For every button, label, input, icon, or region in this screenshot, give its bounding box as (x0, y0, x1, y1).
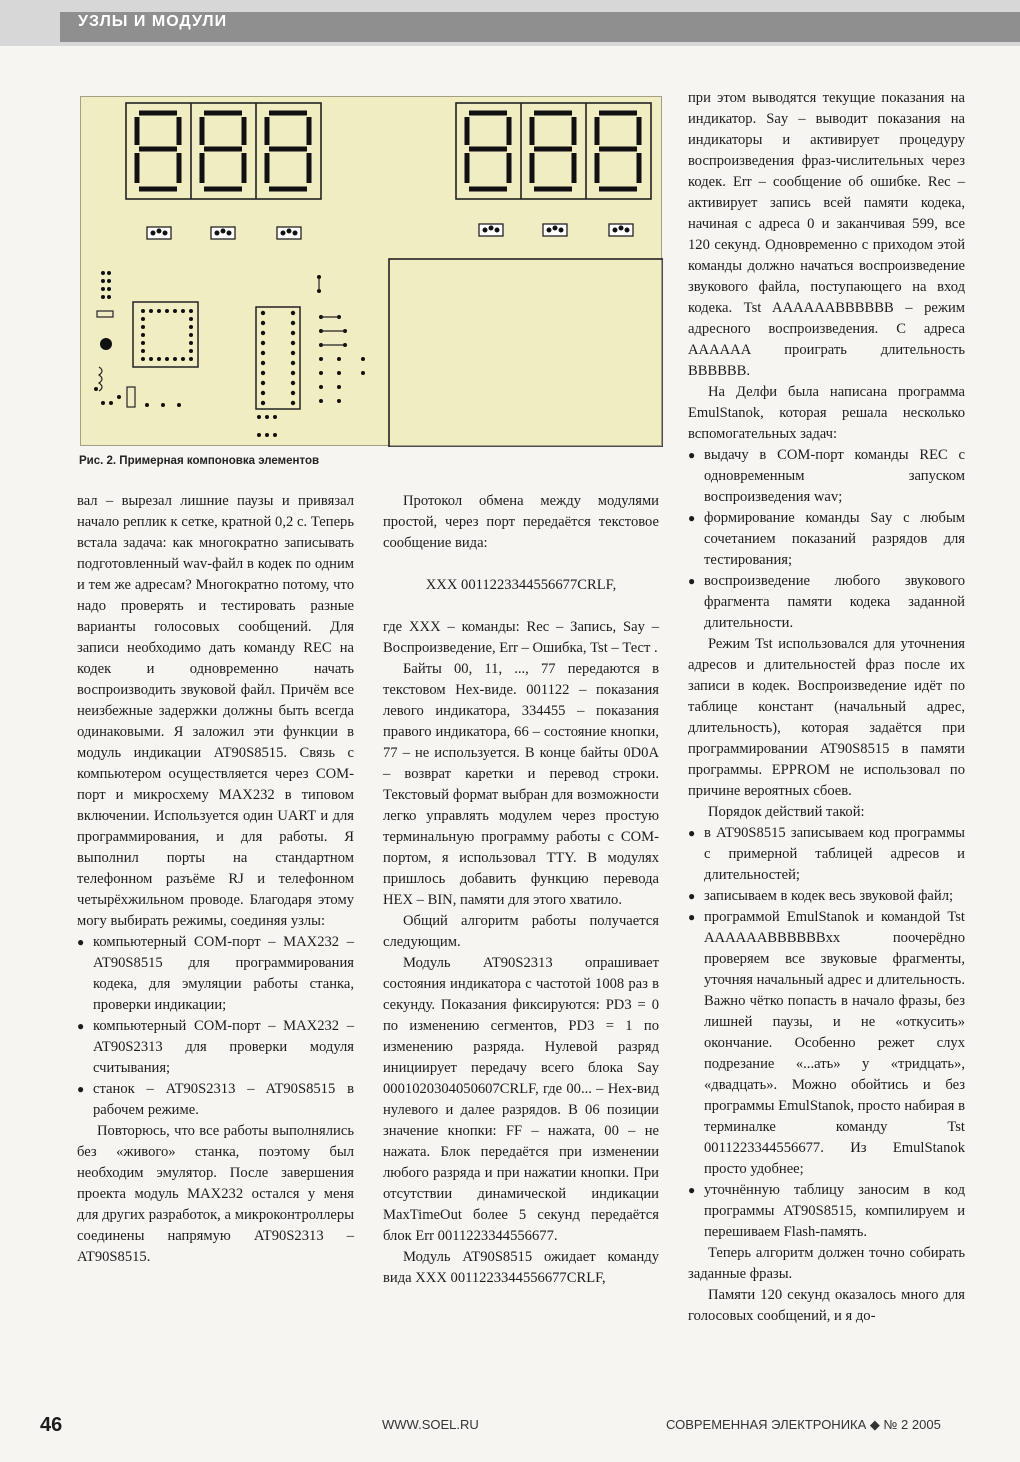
paragraph: Общий алгоритм работы получается следующим. (383, 913, 659, 950)
paragraph: Модуль AT90S2313 опрашивает состояния индикатора с частотой 1008 раз в секунду. Показания фиксируются: PD3 = 0 по изменению сегментов, PD3 = 1 по изменению разряда. Нулевой разряд инициирует передачу всего блока Say 0001020304050607CRLF, где 00... – Hex-вид нулевого и далее разрядов. В 06 позиции значение кнопки: FF – нажата, 00 – не нажата. Блок передаётся при изменении любого разряда и при нажатии кнопки. При отсутствии динамической индикации MaxTimeOut более 5 секунд передаётся блок Err 0011223344556677. (383, 955, 659, 1244)
list-item: ● уточнённую таблицу заносим в код программы AT90S8515, компилируем и перешиваем Flash-память. (688, 1180, 965, 1243)
list-item: ● станок – AT90S2313 – AT90S8515 в рабочем режиме. (77, 1079, 354, 1121)
paragraph: где XXX – команды: Rec – Запись, Say – Воспроизведение, Err – Ошибка, Tst – Тест . (383, 619, 659, 656)
column-1 (77, 491, 354, 1268)
paragraph: вал – вырезал лишние паузы и привязал начало реплик к сетке, кратной 0,2 с. Теперь встала задача: как многократно записывать подготовленный wav-файл в кодек по одним и тем же адресам? Многократно потому, что надо проверять и тестировать разные варианты голосовых сообщений. Для записи необходимо дать команду REC на кодек и одновременно начать воспроизводить звуковой файл. Причём все неизбежные задержки должны быть всегда одинаковыми. Я заложил эти функции в модуль индикации AT90S8515. Связь с компьютером осуществляется через COM-порт и микросхему MAX232 в типовом включении. Используется один UART и для программирования, и для работы. Я выполнил порты на стандартном телефонном разъёме RJ и телефонном четырёхжильном проводе. Благодаря этому могу выбирать режимы, соединяя узлы: (77, 493, 354, 929)
paragraph: Памяти 120 секунд оказалось много для голосовых сообщений, и я до- (688, 1287, 965, 1324)
paragraph: Порядок действий такой: (708, 804, 865, 820)
bullet-list (688, 823, 965, 1243)
code-line: XXX 0011223344556677CRLF, (425, 577, 617, 593)
footer-site: WWW.SOEL.RU (382, 1417, 479, 1432)
list-item: ● в AT90S8515 записываем код программы с примерной таблицей адресов и длительностей; (688, 823, 965, 886)
paragraph: Модуль AT90S8515 ожидает команду вида XXX 0011223344556677CRLF, (383, 1249, 659, 1286)
small-components (94, 271, 365, 437)
list-item: ● записываем в кодек весь звуковой файл; (688, 886, 965, 907)
column-2 (383, 491, 659, 1289)
passive-parts (97, 277, 345, 407)
pcb-layout-drawing (81, 97, 663, 447)
seven-segment-digits (137, 113, 639, 189)
paragraph: при этом выводятся текущие показания на индикатор. Say – выводит показания на индикаторы и активирует процедуру воспроизведения фраз-числительных через кодек. Err – сообщение об ошибке. Rec – активирует запись всей памяти кодека, начиная с адреса 0 и заканчивая 599, все 120 секунд. Одновременно с приходом этой команды должно начаться воспроизведение звукового файла, поступающего на вход кодека. Tst AAAAAABBBBBB – режим адресного воспроизведения. С адреса AAAAAA проиграть длительность BBBBBB. (688, 90, 965, 379)
paragraph: Байты 00, 11, ..., 77 передаются в текстовом Hex-виде. 001122 – показания левого индикатора, 334455 – показания правого индикатора, 66 – состояние кнопки, 77 – не используется. В конце байты 0D0A – возврат каретки и перевод строки. Текстовый формат выбран для возможности легко управлять модулем через простую терминальную программу работы с COM-портом, я использовал TTY. В модулях пришлось добавить функцию перевода HEX – BIN, памяти для этого хватило. (383, 661, 659, 908)
section-title: УЗЛЫ И МОДУЛИ (78, 13, 228, 30)
dip-pads (261, 311, 295, 405)
bullet-list (77, 932, 354, 1121)
page-footer (0, 1414, 1020, 1438)
paragraph: На Делфи была написана программа EmulStanok, которая решала несколько вспомогательных задач: (688, 384, 965, 442)
figure-caption: Рис. 2. Примерная компоновка элементов (79, 455, 320, 467)
list-item: ● формирование команды Say с любым сочетанием показаний разрядов для тестирования; (688, 508, 965, 571)
paragraph: Режим Tst использовался для уточнения адресов и длительностей фраз после их записи в кодек. Воспроизведение идёт по таблице констант (начальный адрес, длительность), которая задаётся при программировании AT90S8515 в памяти программы. EPPROM не использовал по причине вероятных сбоев. (688, 636, 965, 799)
paragraph: Протокол обмена между модулями простой, через порт передаётся текстовое сообщение вида: (383, 493, 659, 551)
paragraph: Теперь алгоритм должен точно собирать заданные фразы. (688, 1245, 965, 1282)
list-item: ● воспроизведение любого звукового фрагмента памяти кодека заданной длительности. (688, 571, 965, 634)
bullet-list (688, 445, 965, 634)
component-area (389, 259, 663, 447)
list-item: ● компьютерный COM-порт – MAX232 – AT90S8515 для программирования кодека, для эмуляции работы станка, проверки индикации; (77, 932, 354, 1016)
list-item: ● компьютерный COM-порт – MAX232 – AT90S2313 для проверки модуля считывания; (77, 1016, 354, 1079)
page-number: 46 (40, 1414, 63, 1436)
list-item: ● выдачу в COM-порт команды REC с одновременным запуском воспроизведения wav; (688, 445, 965, 508)
paragraph: Повторюсь, что все работы выполнялись без «живого» станка, поэтому был необходим эмулятор. После завершения проекта модуль MAX232 остался у меня для других разработок, а микроконтроллеры соединены напрямую AT90S2313 – AT90S8515. (77, 1123, 354, 1265)
footer-journal: СОВРЕМЕННАЯ ЭЛЕКТРОНИКА ◆ № 2 2005 (666, 1417, 941, 1432)
page-header (0, 0, 1020, 46)
column-3 (688, 88, 965, 1327)
figure-layout (80, 96, 662, 446)
list-item: ● программой EmulStanok и командой Tst AAAAAABBBBBBxx поочерёдно проверяем все звуковые фрагменты, уточняя начальный адрес и длительность. Важно чётко попасть в начало фразы, без лишней паузы, и не «откусить» окончание. Особенно режет слух подрезание «...ать» у «тридцать», «двадцать». Можно обойтись и без программы EmulStanok, просто набирая в терминалке команду Tst 0011223344556677. Из EmulStanok просто удобнее; (688, 907, 965, 1180)
plcc-pads (141, 309, 193, 361)
